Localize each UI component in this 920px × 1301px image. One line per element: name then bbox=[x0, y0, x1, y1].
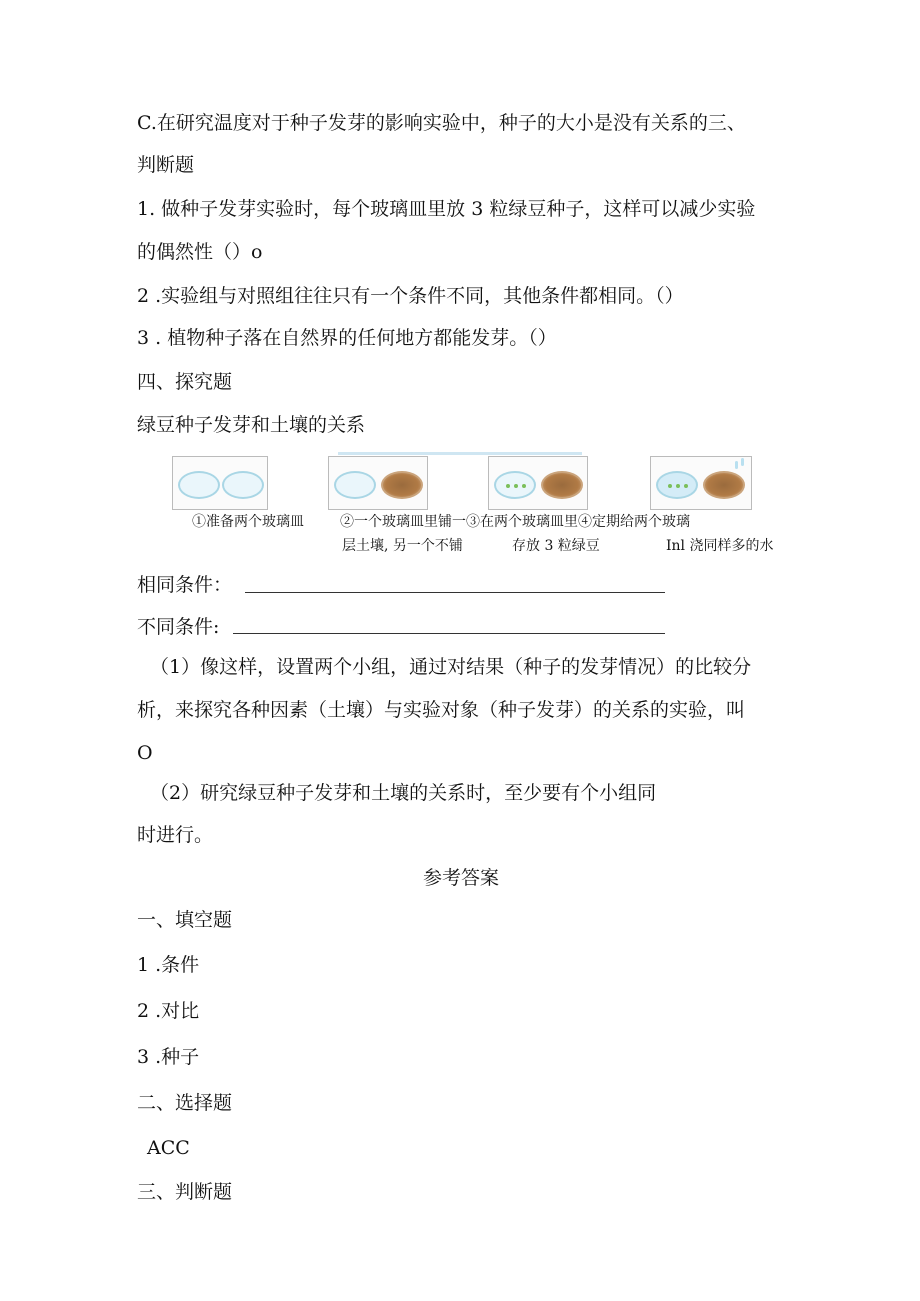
water-drop-icon bbox=[741, 458, 744, 466]
answer-key-title: 参考答案 bbox=[423, 867, 500, 889]
panel-4 bbox=[650, 456, 752, 510]
seed-icon bbox=[684, 484, 688, 488]
caption-step-3-line2: 存放 3 粒绿豆 bbox=[512, 538, 600, 554]
line-c-option: C.在研究温度对于种子发芽的影响实验中，种子的大小是没有关系的三、 bbox=[137, 112, 746, 134]
figure-top-bar bbox=[338, 452, 582, 455]
same-conditions-label: 相同条件： bbox=[137, 574, 233, 596]
answer-choices: ACC bbox=[147, 1137, 190, 1159]
answer-section-3: 三、判断题 bbox=[137, 1181, 233, 1203]
line-q1-cont: 的偶然性（）o bbox=[137, 241, 263, 263]
same-conditions-blank bbox=[245, 592, 665, 593]
empty-dish-icon bbox=[222, 471, 264, 499]
soil-dish-icon bbox=[381, 471, 423, 499]
seed-icon bbox=[506, 484, 510, 488]
question-2-cont: 时进行。 bbox=[137, 824, 214, 846]
panel-3 bbox=[488, 456, 588, 510]
seed-icon bbox=[514, 484, 518, 488]
answer-2: 2 .对比 bbox=[137, 1000, 200, 1022]
section-4-heading: 四、探究题 bbox=[137, 371, 233, 393]
different-conditions-label: 不同条件: bbox=[137, 616, 220, 638]
question-1-end: O bbox=[137, 742, 153, 764]
experiment-title: 绿豆种子发芽和土壤的关系 bbox=[137, 414, 366, 436]
dish-with-seeds-icon bbox=[656, 471, 698, 499]
caption-step-4-line2: Inl 浇同样多的水 bbox=[666, 538, 774, 554]
panel-2 bbox=[328, 456, 428, 510]
soil-dish-with-seeds-icon bbox=[703, 471, 745, 499]
answer-section-2: 二、选择题 bbox=[137, 1092, 233, 1114]
line-q1: 1. 做种子发芽实验时，每个玻璃皿里放 3 粒绿豆种子，这样可以减少实验 bbox=[137, 198, 756, 220]
line-q3: 3 . 植物种子落在自然界的任何地方都能发芽。（） bbox=[137, 327, 557, 349]
line-q2: 2 .实验组与对照组往往只有一个条件不同，其他条件都相同。（） bbox=[137, 285, 684, 307]
caption-step-2-line2: 层土壤, 另一个不铺 bbox=[342, 538, 463, 554]
dish-with-seeds-icon bbox=[494, 471, 536, 499]
water-drop-icon bbox=[735, 461, 738, 469]
question-1-cont: 析，来探究各种因素（土壤）与实验对象（种子发芽）的关系的实验，叫 bbox=[137, 699, 746, 721]
caption-step-1: ①准备两个玻璃皿 bbox=[192, 514, 304, 530]
experiment-figure bbox=[170, 452, 774, 557]
answer-3: 3 .种子 bbox=[137, 1046, 200, 1068]
empty-dish-icon bbox=[334, 471, 376, 499]
question-2: （2）研究绿豆种子发芽和土壤的关系时，至少要有个小组同 bbox=[150, 782, 657, 804]
soil-dish-with-seeds-icon bbox=[541, 471, 583, 499]
question-1: （1）像这样，设置两个小组，通过对结果（种子的发芽情况）的比较分 bbox=[150, 656, 752, 678]
seed-icon bbox=[668, 484, 672, 488]
empty-dish-icon bbox=[178, 471, 220, 499]
panel-1 bbox=[172, 456, 268, 510]
caption-steps-2-4: ②一个玻璃皿里铺一③在两个玻璃皿里④定期给两个玻璃 bbox=[340, 514, 690, 530]
different-conditions-blank bbox=[233, 633, 665, 634]
line-judgement-heading-cont: 判断题 bbox=[137, 154, 195, 176]
answer-section-1: 一、填空题 bbox=[137, 909, 233, 931]
answer-1: 1 .条件 bbox=[137, 954, 200, 976]
seed-icon bbox=[522, 484, 526, 488]
seed-icon bbox=[676, 484, 680, 488]
